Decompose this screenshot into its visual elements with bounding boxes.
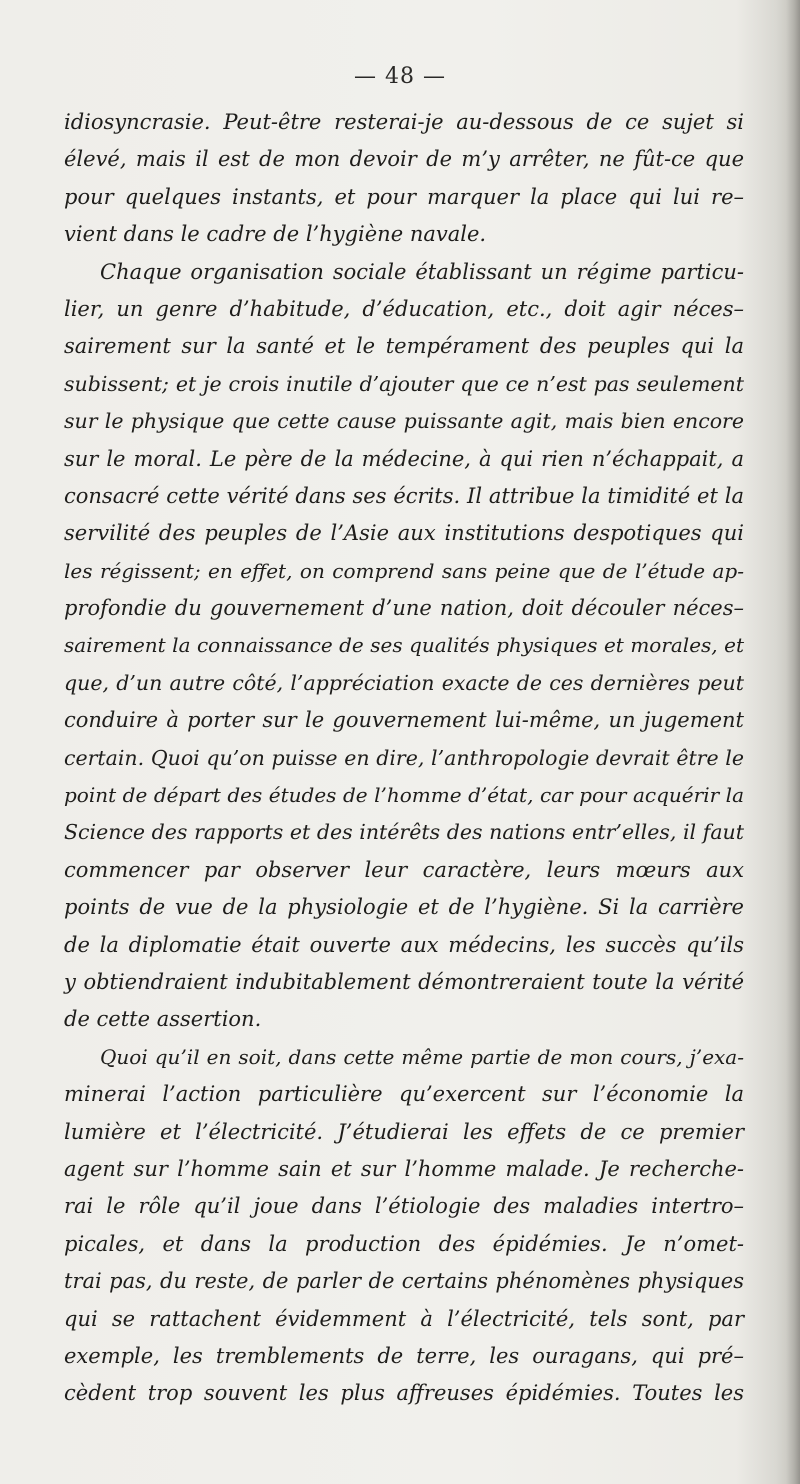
text-line: exemple, les tremblements de terre, les ouragans, qui pré– [64, 1343, 744, 1368]
text-line: y obtiendraient indubitablement démontreraient toute la vérité [64, 969, 744, 994]
text-line: que, d’un autre côté, l’appréciation exacte de ces dernières peut [64, 670, 744, 695]
text-line: lumière et l’électricité. J’étudierai les effets de ce premier [64, 1119, 744, 1144]
text-line: rai le rôle qu’il joue dans l’étiologie des maladies intertro– [64, 1194, 744, 1219]
text-line: vient dans le cadre de l’hygiène navale. [64, 222, 487, 247]
paragraph-2 [64, 254, 744, 1039]
text-line: de la diplomatie était ouverte aux médecins, les succès qu’ils [64, 932, 744, 957]
text-line: de cette assertion. [64, 1007, 262, 1032]
paragraph-3 [64, 1039, 744, 1413]
text-line: profondie du gouvernement d’une nation, doit découler néces– [64, 596, 744, 621]
text-line: lier, un genre d’habitude, d’éducation, etc., doit agir néces– [64, 296, 744, 321]
text-line: cèdent trop souvent les plus affreuses épidémies. Toutes les [64, 1381, 744, 1406]
text-line: subissent; et je crois inutile d’ajouter que ce n’est pas seulement [64, 371, 744, 396]
text-line: certain. Quoi qu’on puisse en dire, l’anthropologie devrait être le [64, 745, 744, 770]
text-line: sur le physique que cette cause puissante agit, mais bien encore [64, 409, 744, 434]
text-line: minerai l’action particulière qu’exercent sur l’économie la [64, 1082, 744, 1107]
text-line: conduire à porter sur le gouvernement lui-même, un jugement [64, 708, 744, 733]
text-line: Quoi qu’il en soit, dans cette même partie de mon cours, j’exa- [100, 1044, 744, 1069]
text-line: sairement sur la santé et le tempérament des peuples qui la [64, 334, 744, 359]
text-line: agent sur l’homme sain et sur l’homme malade. Je recherche- [64, 1156, 744, 1181]
text-line: sur le moral. Le père de la médecine, à qui rien n’échappait, a [64, 446, 744, 471]
body-text [64, 104, 744, 1413]
text-line: Science des rapports et des intérêts des nations entr’elles, il faut [64, 820, 744, 845]
text-line: élevé, mais il est de mon devoir de m’y arrêter, ne fût-ce que [64, 147, 744, 172]
text-line: consacré cette vérité dans ses écrits. Il attribue la timidité et la [64, 483, 744, 508]
text-line: point de départ des études de l’homme d’état, car pour acquérir la [64, 783, 744, 808]
page-number: — 48 — [354, 64, 446, 89]
text-line: servilité des peuples de l’Asie aux institutions despotiques qui [64, 521, 744, 546]
text-line: idiosyncrasie. Peut-être resterai-je au-dessous de ce sujet si [64, 110, 744, 134]
text-line: picales, et dans la production des épidémies. Je n’omet- [64, 1231, 744, 1256]
text-line: commencer par observer leur caractère, leurs mœurs aux [64, 857, 744, 882]
text-line: qui se rattachent évidemment à l’électricité, tels sont, par [64, 1306, 744, 1331]
text-line: les régissent; en effet, on comprend sans peine que de l’étude ap- [64, 558, 744, 583]
text-line: points de vue de la physiologie et de l’hygiène. Si la carrière [64, 895, 744, 920]
text-line: pour quelques instants, et pour marquer la place qui lui re– [64, 184, 744, 209]
text-line: Chaque organisation sociale établissant un régime particu- [100, 259, 744, 284]
text-line: trai pas, du reste, de parler de certains phénomènes physiques [64, 1269, 744, 1294]
text-line: sairement la connaissance de ses qualités physiques et morales, et [64, 633, 744, 658]
page-edge-shadow [786, 0, 800, 1484]
paragraph-1 [64, 104, 744, 254]
